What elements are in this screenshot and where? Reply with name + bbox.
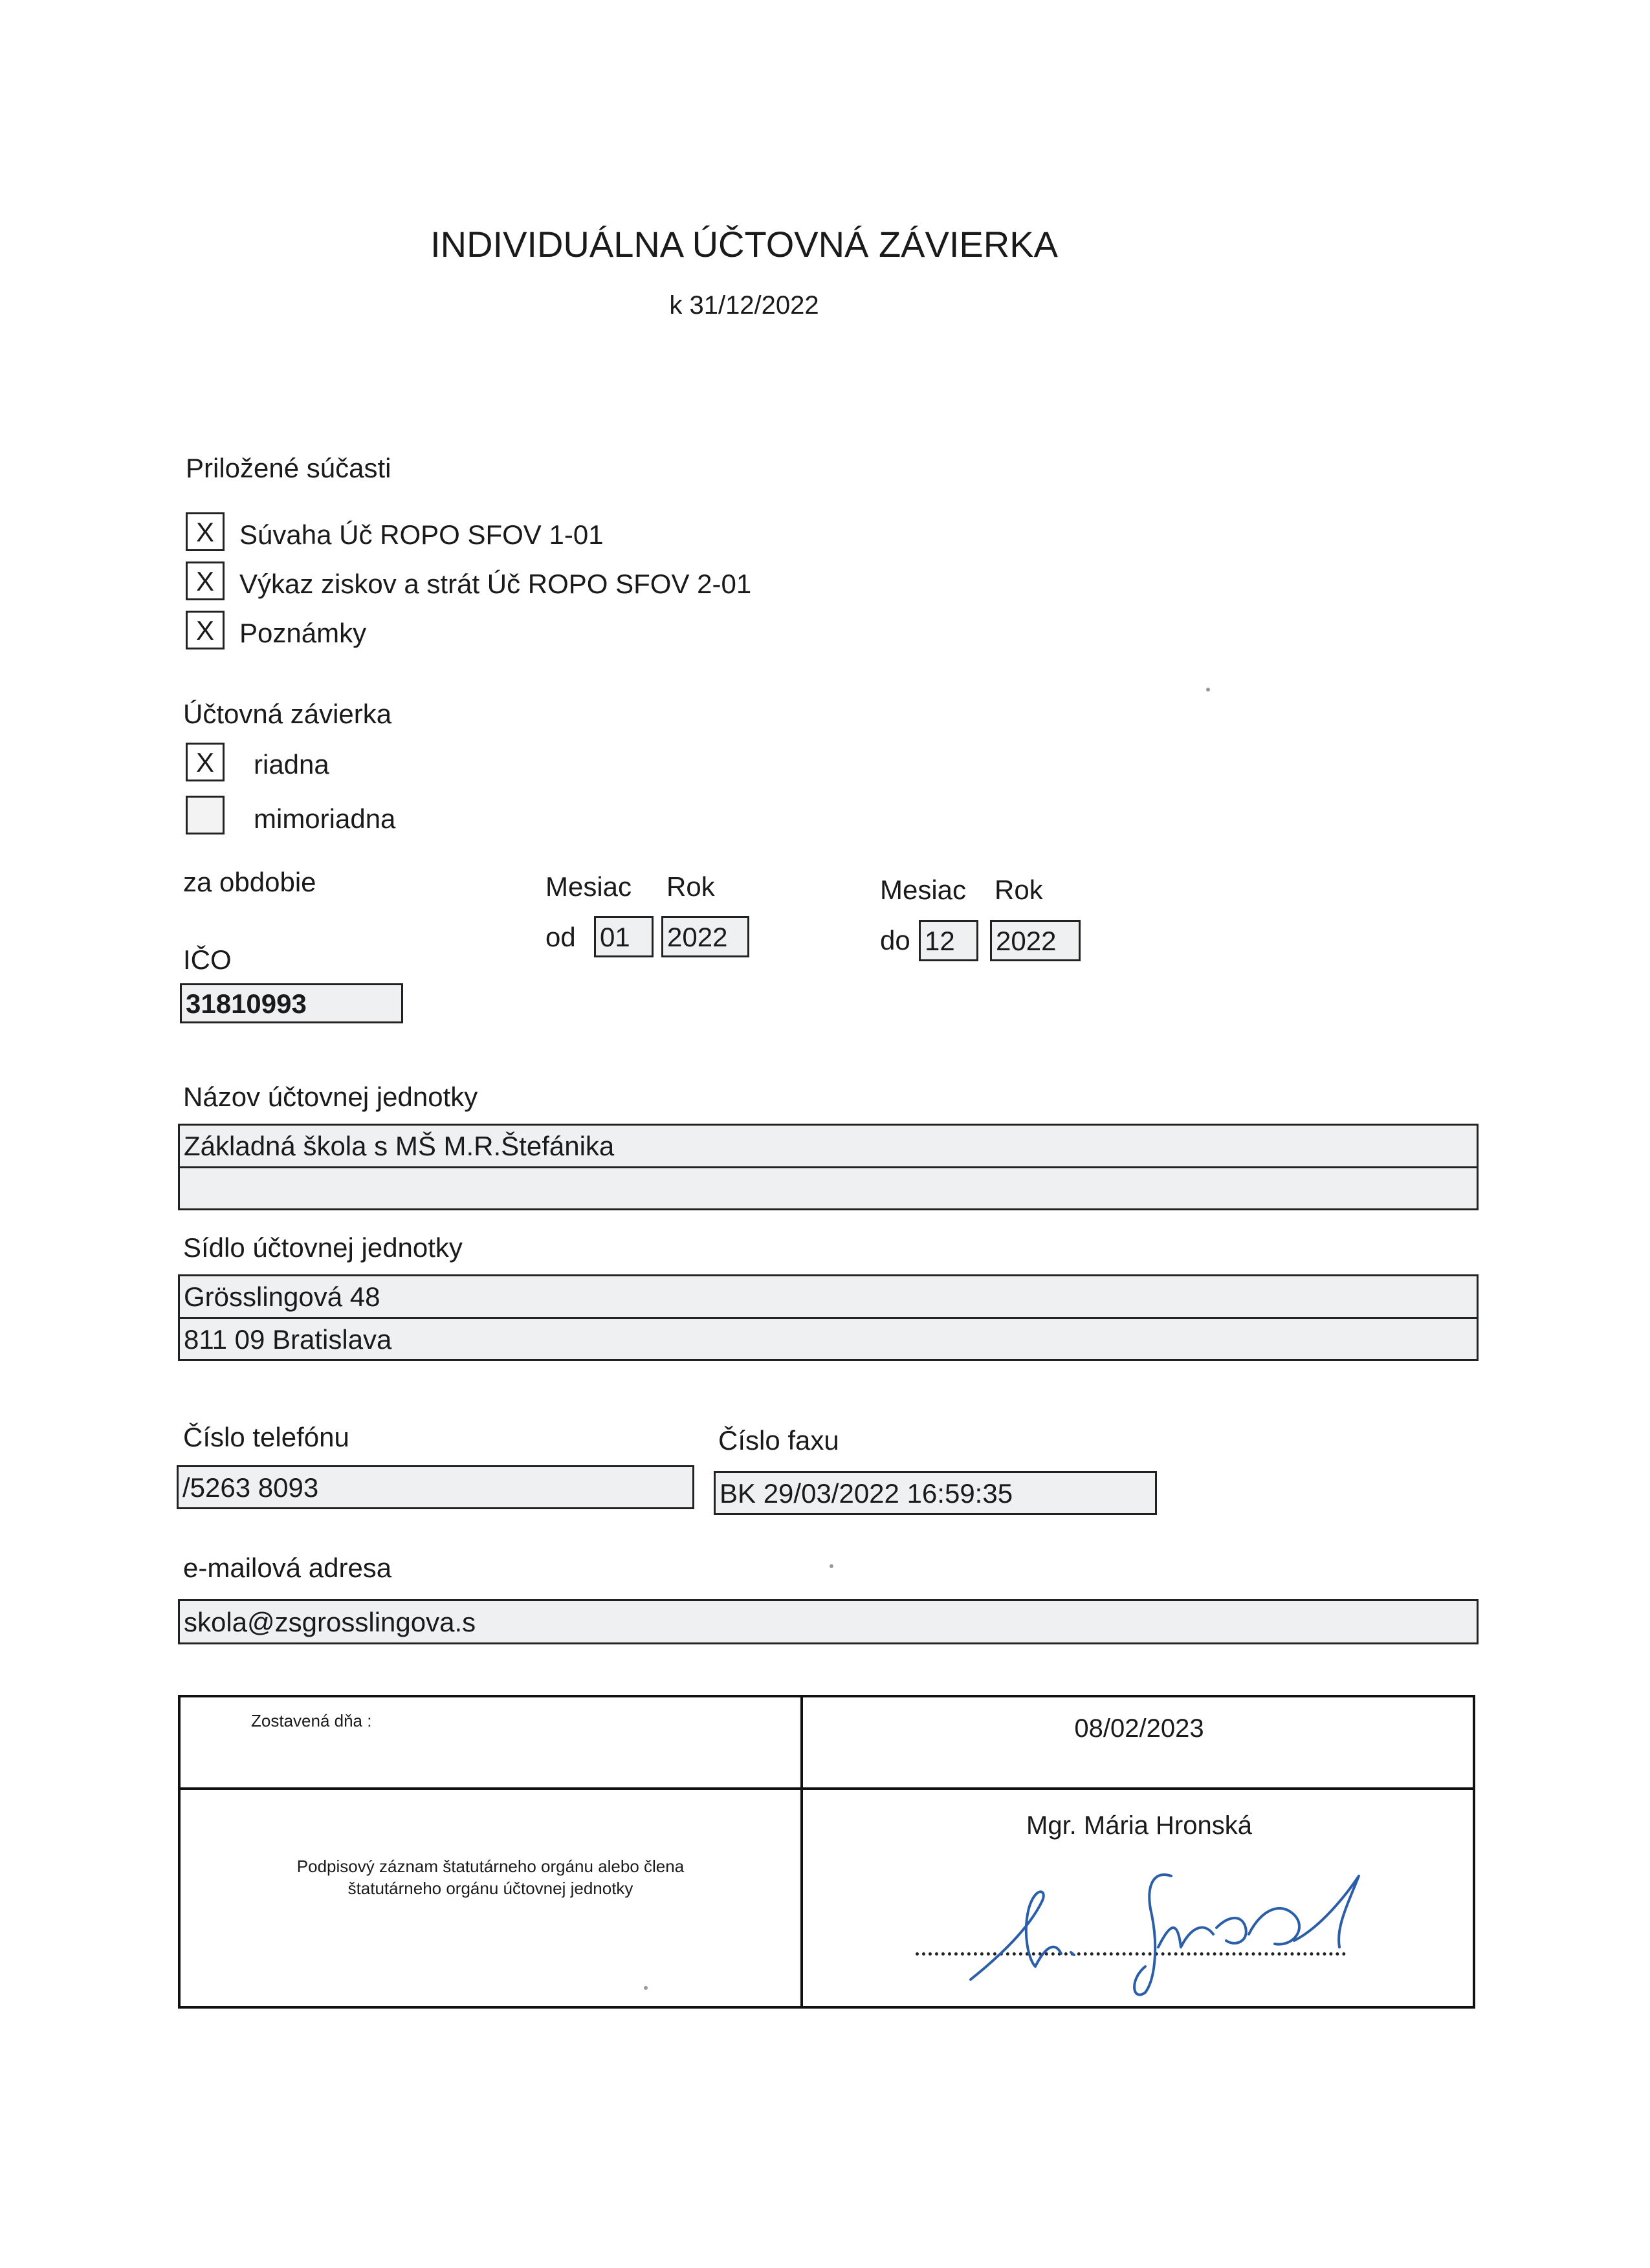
attachments-heading: Priložené súčasti	[186, 453, 391, 483]
signatory-name: Mgr. Mária Hronská	[1026, 1811, 1252, 1840]
attachment-label-poznamky: Poznámky	[239, 618, 367, 648]
signature-table-divider-horizontal	[178, 1787, 1475, 1790]
seat-line2-field[interactable]: 811 09 Bratislava	[178, 1317, 1479, 1361]
checkbox-suvaha[interactable]: X	[186, 512, 225, 551]
compiled-date-label: Zostavená dňa :	[251, 1711, 372, 1730]
attachment-label-suvaha: Súvaha Úč ROPO SFOV 1-01	[239, 519, 604, 550]
from-month-header: Mesiac	[545, 871, 632, 902]
entity-name-line1-field[interactable]: Základná škola s MŠ M.R.Štefánika	[178, 1124, 1479, 1168]
to-year-field[interactable]: 2022	[990, 920, 1081, 961]
signature-record-label-line1: Podpisový záznam štatutárneho orgánu alebo člena	[296, 1857, 685, 1876]
checkbox-vykaz[interactable]: X	[186, 562, 225, 600]
period-label: za obdobie	[183, 867, 316, 897]
to-label: do	[880, 925, 910, 955]
ico-field[interactable]: 31810993	[180, 983, 403, 1023]
closing-heading: Účtovná závierka	[183, 699, 392, 729]
fax-field[interactable]: BK 29/03/2022 16:59:35	[714, 1471, 1157, 1515]
to-year-header: Rok	[995, 875, 1043, 905]
checkbox-riadna[interactable]: X	[186, 743, 225, 781]
signature-record-label-line2: štatutárneho orgánu účtovnej jednotky	[347, 1879, 633, 1898]
fax-label: Číslo faxu	[718, 1425, 839, 1456]
document-title: INDIVIDUÁLNA ÚČTOVNÁ ZÁVIERKA	[430, 224, 1058, 265]
checkbox-mimoriadna[interactable]	[186, 796, 225, 834]
closing-label-mimoriadna: mimoriadna	[254, 803, 396, 834]
from-year-field[interactable]: 2022	[661, 916, 749, 957]
phone-label: Číslo telefónu	[183, 1422, 349, 1452]
ico-label: IČO	[183, 944, 232, 975]
entity-name-line2-field[interactable]	[178, 1166, 1479, 1210]
seat-line1-field[interactable]: Grösslingová 48	[178, 1274, 1479, 1318]
email-label: e-mailová adresa	[183, 1553, 392, 1583]
from-label: od	[545, 922, 576, 952]
scan-speck	[1206, 688, 1210, 692]
from-year-header: Rok	[666, 871, 715, 902]
scan-speck	[830, 1564, 833, 1568]
to-month-field[interactable]: 12	[919, 920, 978, 961]
entity-name-label: Názov účtovnej jednotky	[183, 1082, 478, 1112]
checkbox-poznamky[interactable]: X	[186, 611, 225, 649]
seat-label: Sídlo účtovnej jednotky	[183, 1232, 463, 1263]
compiled-date-value: 08/02/2023	[1074, 1714, 1204, 1743]
phone-field[interactable]: /5263 8093	[177, 1465, 694, 1509]
from-month-field[interactable]: 01	[594, 916, 654, 957]
email-field[interactable]: skola@zsgrosslingova.s	[178, 1599, 1479, 1644]
handwritten-signature	[958, 1857, 1372, 2005]
scan-speck	[644, 1986, 648, 1990]
closing-label-riadna: riadna	[254, 749, 329, 780]
attachment-label-vykaz: Výkaz ziskov a strát Úč ROPO SFOV 2-01	[239, 569, 752, 599]
to-month-header: Mesiac	[880, 875, 967, 905]
document-date: k 31/12/2022	[669, 291, 819, 320]
